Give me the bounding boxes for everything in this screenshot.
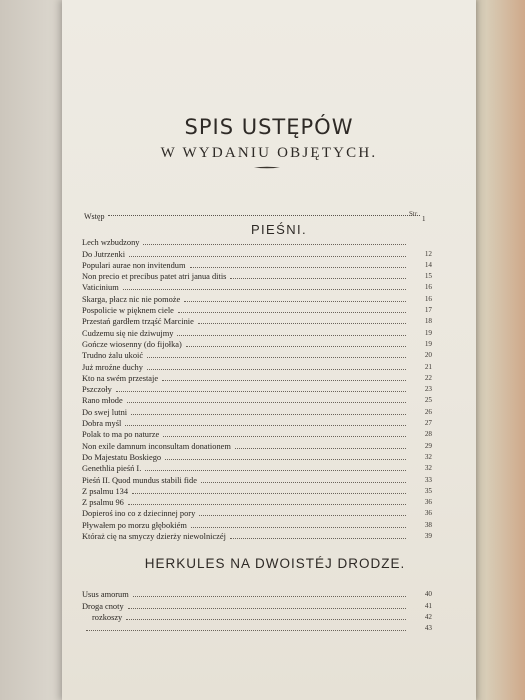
leader-dots [123, 289, 406, 290]
toc-entry-title: Vaticinium [82, 283, 119, 293]
leader-dots [199, 515, 406, 516]
toc-entry-page: 32 [424, 464, 432, 473]
toc-entry-page: 41 [424, 601, 432, 610]
toc-entry-title: Pieśń II. Quod mundus stabili fide [82, 475, 197, 485]
leader-dots [162, 380, 406, 381]
toc-entry [82, 360, 432, 371]
toc-entry-title: Pływałem po morzu głębokiém [82, 520, 187, 530]
leader-dots [186, 346, 406, 347]
toc-entry-page: 28 [424, 430, 432, 439]
leader-dots [129, 256, 406, 257]
toc-entry [82, 530, 432, 541]
leader-dots [133, 596, 406, 597]
toc-entry-title: Z psalmu 134 [82, 486, 129, 496]
toc-entry-page: 32 [424, 452, 432, 461]
toc-entry-page: 36 [424, 509, 432, 518]
leader-dots [143, 244, 406, 245]
toc-entry [82, 338, 432, 349]
toc-entry [82, 259, 432, 270]
toc-entry-title: Droga cnoty [82, 601, 124, 611]
leader-dots [128, 504, 406, 505]
toc-entry [82, 349, 432, 360]
toc-entry [82, 507, 432, 518]
toc-list-piesni [82, 236, 432, 541]
toc-entry-title: Z psalmu 96 [82, 498, 124, 508]
toc-entry-page: 17 [424, 306, 432, 315]
toc-entry [82, 372, 432, 383]
toc-entry-title: Do Jutrzenki [82, 249, 126, 259]
toc-entry-page: 27 [424, 419, 432, 428]
leader-dots [230, 538, 406, 539]
intro-title: Wstęp [84, 212, 105, 221]
toc-entry [82, 485, 432, 496]
toc-entry-page: 16 [424, 294, 432, 303]
right-book-edge [470, 0, 525, 700]
leader-dots [116, 391, 406, 392]
toc-entry-title: Non exile damnum inconsultam donationem [82, 441, 231, 451]
leader-dots [126, 619, 406, 620]
toc-entry-title: Do Majestatu Boskiego [82, 452, 162, 462]
toc-entry [82, 270, 432, 281]
leader-dots [125, 425, 406, 426]
toc-entry-page: 16 [424, 283, 432, 292]
leader-dots [145, 470, 406, 471]
toc-entry [82, 473, 432, 484]
intro-page: 1 [422, 215, 426, 223]
toc-entry-title: Dopieroś ino co z dziecinnej pory [82, 509, 196, 519]
leader-dots [235, 448, 406, 449]
leader-dots [127, 402, 406, 403]
toc-entry-title: Pospolicie w pięknem ciele [82, 306, 174, 316]
toc-entry [82, 439, 432, 450]
toc-entry [82, 394, 432, 405]
toc-entry-title: Przestań gardłem trząść Marcinie [82, 317, 194, 327]
toc-entry [82, 315, 432, 326]
toc-entry [82, 428, 432, 439]
toc-entry-page: 15 [424, 272, 432, 281]
leader-dots [131, 414, 406, 415]
toc-entry [82, 611, 432, 622]
toc-entry-title: Pszczoły [82, 385, 112, 395]
leader-dots [178, 312, 406, 313]
toc-entry-page: 19 [424, 328, 432, 337]
toc-list-herkules [82, 588, 432, 633]
toc-entry [82, 236, 432, 247]
leader-dots [147, 357, 406, 358]
toc-entry-page: 38 [424, 520, 432, 529]
toc-entry-title: Usus amorum [82, 590, 129, 600]
toc-entry-page: 40 [424, 590, 432, 599]
leader-dots [230, 278, 406, 279]
toc-entry [82, 383, 432, 394]
toc-entry-title: Dobra myśl [82, 419, 122, 429]
toc-entry [82, 405, 432, 416]
leader-dots [147, 369, 406, 370]
toc-entry [82, 518, 432, 529]
toc-entry-title: rozkoszy [92, 612, 123, 622]
leader-dots [198, 323, 406, 324]
toc-entry [82, 599, 432, 610]
toc-entry-page: 43 [424, 624, 432, 633]
leader-dots [132, 493, 406, 494]
toc-entry-title: Już mroźne duchy [82, 362, 143, 372]
toc-entry-page: 14 [424, 260, 432, 269]
toc-entry-page: 35 [424, 486, 432, 495]
toc-entry-page: 23 [424, 385, 432, 394]
toc-entry-page: 33 [424, 475, 432, 484]
toc-entry-page: 36 [424, 498, 432, 507]
toc-entry-page: 42 [424, 612, 432, 621]
toc-entry-page: 12 [424, 249, 432, 258]
toc-entry-title: Rano młode [82, 396, 123, 406]
toc-entry-title: Cudzemu się nie dziwujmy [82, 328, 174, 338]
toc-entry [82, 326, 432, 337]
book-page [62, 0, 476, 700]
leader-dots [163, 436, 406, 437]
toc-entry-title: Trudno żalu ukoić [82, 351, 144, 361]
toc-entry [82, 292, 432, 303]
toc-entry-title: Lech wzbudzony [82, 238, 140, 248]
toc-entry-page: 19 [424, 339, 432, 348]
toc-entry [82, 417, 432, 428]
toc-entry-title: Polak to ma po naturze [82, 430, 160, 440]
leader-dots [165, 459, 406, 460]
page-column-label: Str. [409, 210, 419, 218]
toc-entry [82, 451, 432, 462]
leader-dots [86, 630, 406, 631]
toc-entry [82, 496, 432, 507]
leader-dots [191, 527, 406, 528]
toc-entry-title: Do swej lutni [82, 407, 128, 417]
toc-entry [82, 462, 432, 473]
page-title: SPIS USTĘPÓW [184, 115, 354, 139]
leader-dots [190, 267, 406, 268]
toc-entry-title: Skarga, płacz nic nie pomoże [82, 294, 181, 304]
toc-entry-page: 26 [424, 407, 432, 416]
toc-entry-page: 22 [424, 373, 432, 382]
toc-entry [82, 247, 432, 258]
toc-entry [82, 281, 432, 292]
leader-dots [184, 301, 406, 302]
toc-entry-page: 39 [424, 532, 432, 541]
toc-entry-title: Gończe wiosenny (do fijołka) [82, 339, 182, 349]
toc-entry-page: 21 [424, 362, 432, 371]
section-heading-piesni: PIEŚNI. [250, 222, 308, 237]
toc-entry [82, 588, 432, 599]
page-subtitle: W WYDANIU OBJĘTYCH. [160, 145, 378, 161]
ornament-icon [254, 166, 280, 169]
toc-entry-title: Kto na swém przestaje [82, 373, 159, 383]
toc-entry-title: Genethlia pieśń I. [82, 464, 142, 474]
section-heading-herkules: HERKULES NA DWOISTÉJ DRODZE. [144, 556, 406, 571]
intro-entry [84, 212, 424, 221]
toc-entry [82, 304, 432, 315]
toc-entry-page: 20 [424, 351, 432, 360]
leader-dots [128, 608, 406, 609]
toc-entry [82, 622, 432, 633]
toc-entry-page: 25 [424, 396, 432, 405]
toc-entry-title: Non precio et precibus patet atri janua ditis [82, 272, 227, 282]
toc-entry-title: Któraż cię na smyczy dzierży niewolniczéj [82, 532, 226, 542]
leader-dots [108, 215, 420, 216]
leader-dots [177, 335, 406, 336]
toc-entry-title: Populari aurae non invitendum [82, 260, 186, 270]
leader-dots [201, 482, 406, 483]
toc-entry-page: 29 [424, 441, 432, 450]
toc-entry-page: 18 [424, 317, 432, 326]
